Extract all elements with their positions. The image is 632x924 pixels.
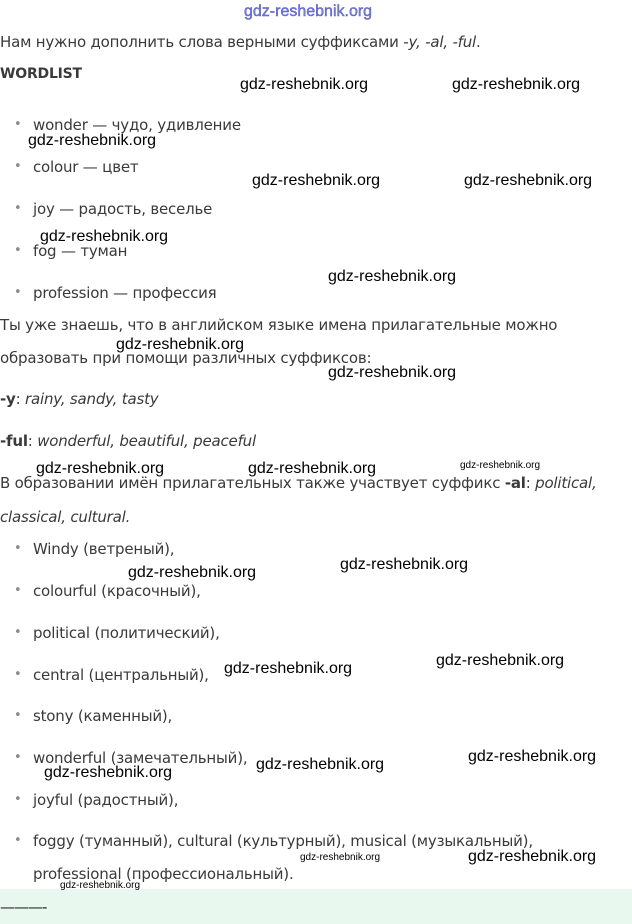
watermark: gdz-reshebnik.org [452, 76, 581, 93]
intro-line [0, 33, 481, 51]
watermark: gdz-reshebnik.org [256, 756, 385, 773]
suffix-al-sep: : [525, 474, 536, 492]
suffix-y-label: -y [0, 390, 16, 408]
answer-item: • central (центральный), [0, 666, 209, 684]
wordlist-item: • profession — профессия [0, 284, 217, 302]
watermark-small: gdz-reshebnik.org [300, 852, 381, 863]
suffix-y-line [0, 390, 158, 408]
watermark: gdz-reshebnik.org [464, 172, 593, 189]
watermark: gdz-reshebnik.org [128, 564, 257, 581]
answer-item: • joyful (радостный), [0, 791, 178, 809]
watermark-small: gdz-reshebnik.org [460, 460, 541, 471]
suffix-al-examples-2: classical, cultural. [0, 508, 131, 526]
footer-band [0, 889, 632, 924]
intro-end: . [476, 33, 481, 51]
wordlist-item: • wonder — чудо, удивление [0, 116, 241, 134]
suffix-al-label: -al [504, 474, 526, 492]
watermark: gdz-reshebnik.org [40, 228, 169, 245]
wordlist-item: • joy — радость, веселье [0, 200, 212, 218]
watermark: gdz-reshebnik.org [340, 556, 469, 573]
answer-item: • stony (каменный), [0, 707, 172, 725]
watermark: gdz-reshebnik.org [328, 364, 457, 381]
watermark: gdz-reshebnik.org [468, 748, 597, 765]
footer-dash: ———- [0, 898, 47, 916]
watermark: gdz-reshebnik.org [116, 336, 245, 353]
suffix-ful-examples: wonderful, beautiful, peaceful [37, 432, 256, 450]
watermark: gdz-reshebnik.org [436, 652, 565, 669]
intro-prefix: Нам нужно дополнить слова верными суффиксами [0, 33, 404, 51]
suffix-ful-sep: : [27, 432, 38, 450]
watermark-small: gdz-reshebnik.org [60, 880, 141, 891]
suffix-y-examples: rainy, sandy, tasty [25, 390, 159, 408]
intro-suffixes: -y, -al, -ful [403, 33, 477, 51]
watermark: gdz-reshebnik.org [468, 848, 597, 865]
wordlist-item: • fog — туман [0, 242, 127, 260]
answer-item: • foggy (туманный), cultural (культурный), musical (музыкальный), [0, 832, 533, 850]
answer-item: • wonderful (замечательный), [0, 749, 247, 767]
watermark: gdz-reshebnik.org [44, 764, 173, 781]
suffix-y-sep: : [15, 390, 26, 408]
watermark: gdz-reshebnik.org [224, 660, 353, 677]
watermark: gdz-reshebnik.org [240, 76, 369, 93]
answer-item: • Windy (ветреный), [0, 540, 174, 558]
watermark-top: gdz-reshebnik.org [244, 3, 373, 20]
watermark: gdz-reshebnik.org [248, 460, 377, 477]
suffix-ful-line [0, 432, 256, 450]
suffix-al-examples-1: political, [535, 474, 597, 492]
answer-item-continued: professional (профессиональный). [33, 865, 294, 883]
wordlist-item: • colour — цвет [0, 158, 138, 176]
explain-line-1: Ты уже знаешь, что в английском языке имена прилагательные можно [0, 316, 558, 334]
explain-line-2: образовать при помощи различных суффиксов: [0, 349, 372, 367]
watermark: gdz-reshebnik.org [328, 268, 457, 285]
wordlist-heading: WORDLIST [0, 66, 82, 82]
answer-item: • political (политический), [0, 624, 220, 642]
watermark: gdz-reshebnik.org [252, 172, 381, 189]
watermark: gdz-reshebnik.org [36, 460, 165, 477]
suffix-al-prefix: В образовании имён прилагательных также участвует суффикс [0, 474, 505, 492]
answer-item: • colourful (красочный), [0, 582, 201, 600]
watermark: gdz-reshebnik.org [28, 132, 157, 149]
suffix-ful-label: -ful [0, 432, 28, 450]
